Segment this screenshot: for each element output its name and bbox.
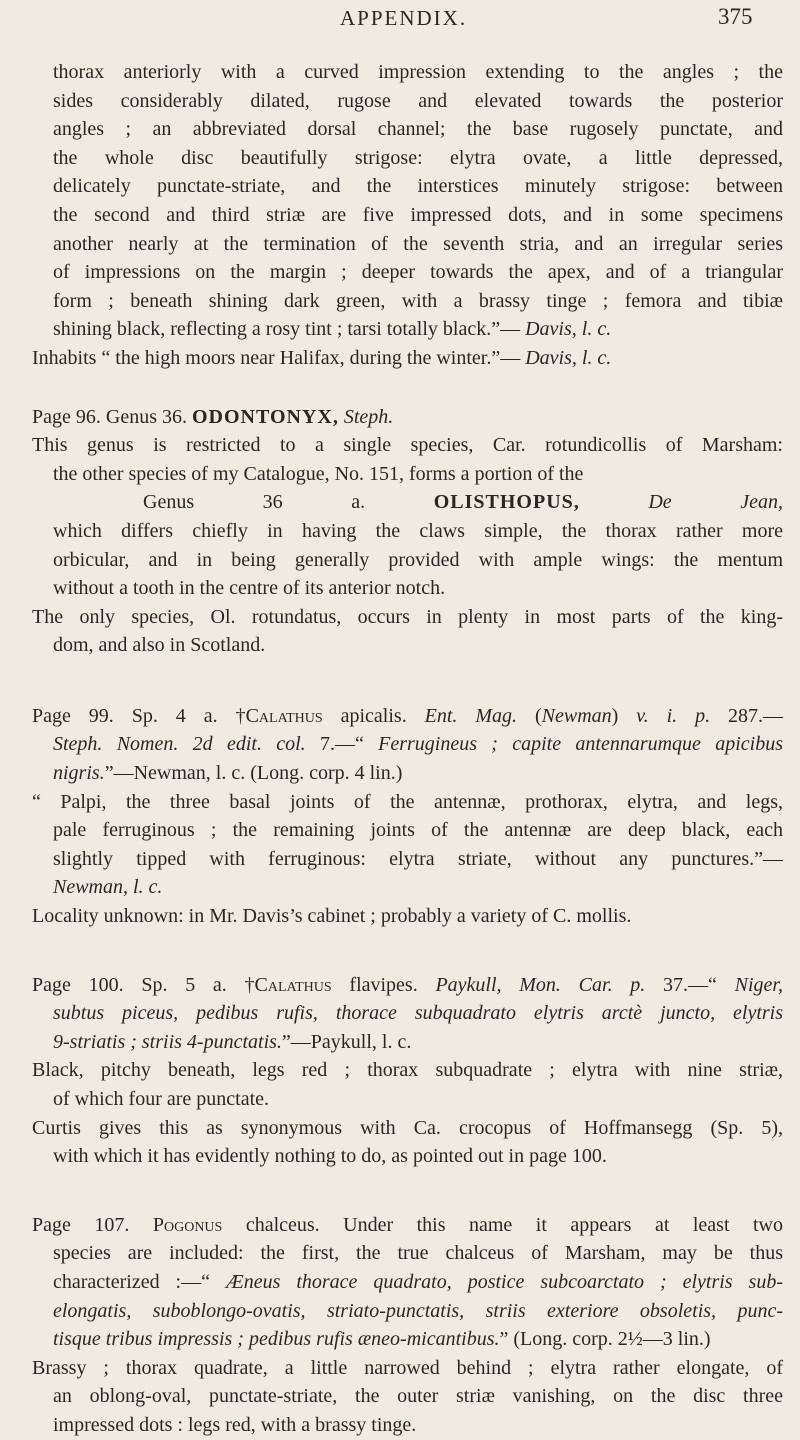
paragraph-gap bbox=[0, 660, 800, 702]
text-run: ”—Newman, l. c. (Long. corp. 4 lin.) bbox=[104, 762, 403, 785]
italic-text: Davis, l. c. bbox=[525, 346, 612, 369]
text-line bbox=[0, 816, 800, 845]
text-line bbox=[0, 1325, 800, 1354]
text-line bbox=[0, 1085, 800, 1114]
text-line bbox=[0, 344, 800, 373]
italic-text: De Jean, bbox=[648, 491, 783, 514]
text-line bbox=[0, 546, 800, 575]
italic-text: elongatis, suboblongo-ovatis, striato-punctatis, striis exteriore obsoletis, punc- bbox=[53, 1299, 783, 1322]
paragraph-gap bbox=[0, 373, 800, 403]
text-run: Brassy ; thorax quadrate, a little narrowed behind ; elytra rather elongate, of bbox=[32, 1356, 783, 1379]
text-line bbox=[0, 115, 800, 144]
text-run: This genus is restricted to a single species, Car. rotundicollis of Marsham: bbox=[32, 434, 783, 457]
text-run: without a tooth in the centre of its anterior notch. bbox=[53, 577, 446, 600]
text-line bbox=[0, 431, 800, 460]
text-run: 7.—“ bbox=[305, 733, 379, 756]
genus-smallcaps: Calathus bbox=[254, 973, 332, 996]
italic-text: v. i. p. bbox=[636, 704, 711, 727]
italic-text: Newman bbox=[541, 704, 612, 727]
text-line bbox=[0, 788, 800, 817]
text-run: form ; beneath shining dark green, with a brassy tinge ; femora and tibiæ bbox=[53, 289, 783, 312]
italic-text: Newman, l. c. bbox=[53, 876, 163, 899]
text-run: an oblong-oval, punctate-striate, the outer striæ vanishing, on the disc three bbox=[53, 1385, 783, 1408]
text-line bbox=[0, 1297, 800, 1326]
text-line bbox=[0, 258, 800, 287]
text-line bbox=[0, 702, 800, 731]
paragraph-gap bbox=[0, 931, 800, 971]
text-line bbox=[0, 1268, 800, 1297]
text-run: “ Palpi, the three basal joints of the antennæ, prothorax, elytra, and legs, bbox=[32, 790, 783, 813]
text-run: chalceus. Under this name it appears at least two bbox=[222, 1213, 783, 1236]
italic-text: Niger, bbox=[734, 973, 783, 996]
text-line bbox=[0, 403, 800, 432]
text-run: impressed dots : legs red, with a brassy tinge. bbox=[53, 1413, 417, 1436]
text-line bbox=[0, 1211, 800, 1240]
text-run: with which it has evidently nothing to do, as pointed out in page 100. bbox=[53, 1145, 607, 1168]
text-line bbox=[0, 631, 800, 660]
text-run: of impressions on the margin ; deeper towards the apex, and of a triangular bbox=[53, 261, 783, 284]
text-run bbox=[580, 491, 649, 513]
text-run: ”—Paykull, l. c. bbox=[281, 1030, 412, 1053]
paragraph-gap bbox=[0, 1171, 800, 1211]
text-run: shining black, reflecting a rosy tint ; tarsi totally black.”— bbox=[53, 318, 526, 341]
text-run: flavipes. bbox=[331, 973, 436, 996]
text-run: delicately punctate-striate, and the interstices minutely strigose: between bbox=[53, 175, 783, 198]
page-text bbox=[0, 58, 800, 1440]
text-run: orbicular, and in being generally provided with ample wings: the mentum bbox=[53, 548, 783, 571]
genus-name: ODONTONYX, bbox=[191, 405, 339, 428]
text-line bbox=[0, 58, 800, 87]
text-run: The only species, Ol. rotundatus, occurs in plenty in most parts of the king- bbox=[32, 605, 783, 628]
text-run: slightly tipped with ferruginous: elytra striate, without any punctures.”— bbox=[53, 847, 783, 870]
text-run: angles ; an abbreviated dorsal channel; the base rugosely punctate, and bbox=[53, 118, 783, 141]
text-run: which differs chiefly in having the claws simple, the thorax rather more bbox=[53, 519, 783, 542]
italic-text: Steph. bbox=[343, 405, 394, 428]
text-line bbox=[0, 1382, 800, 1411]
text-line bbox=[0, 1056, 800, 1085]
text-line bbox=[0, 999, 800, 1028]
text-run: the whole disc beautifully strigose: elytra ovate, a little depressed, bbox=[53, 146, 783, 169]
text-run: Curtis gives this as synonymous with Ca. crocopus of Hoffmansegg (Sp. 5), bbox=[32, 1116, 783, 1139]
text-run: pale ferruginous ; the remaining joints of the antennæ are deep black, each bbox=[53, 819, 783, 842]
text-line bbox=[0, 1142, 800, 1171]
genus-smallcaps: Pogonus bbox=[152, 1213, 223, 1236]
text-run: 37.—“ bbox=[645, 973, 735, 996]
text-run: Page 100. Sp. 5 a. † bbox=[32, 973, 255, 996]
italic-text: Ent. Mag. bbox=[424, 704, 518, 727]
text-line bbox=[0, 1114, 800, 1143]
text-run: Page 107. bbox=[32, 1213, 153, 1236]
text-run: dom, and also in Scotland. bbox=[53, 634, 266, 657]
text-run: apicalis. bbox=[322, 704, 425, 727]
text-line bbox=[0, 287, 800, 316]
text-run: Locality unknown: in Mr. Davis’s cabinet ; probably a variety of C. mollis. bbox=[32, 905, 632, 928]
text-line bbox=[0, 1028, 800, 1057]
text-line bbox=[0, 574, 800, 603]
text-line bbox=[0, 1239, 800, 1268]
text-run: ( bbox=[517, 704, 542, 727]
italic-text: Æneus thorace quadrato, postice subcoarctato ; elytris sub- bbox=[225, 1270, 783, 1293]
text-run: Page 99. Sp. 4 a. † bbox=[32, 704, 246, 727]
italic-text: Paykull, Mon. Car. p. bbox=[435, 973, 646, 996]
text-line bbox=[0, 603, 800, 632]
text-line bbox=[0, 460, 800, 489]
text-line bbox=[0, 87, 800, 116]
entry-block bbox=[0, 58, 800, 373]
text-line bbox=[0, 517, 800, 546]
text-line bbox=[0, 1411, 800, 1440]
entry-block bbox=[0, 403, 800, 660]
text-run: Inhabits “ the high moors near Halifax, during the winter.”— bbox=[32, 346, 526, 369]
text-line bbox=[0, 873, 800, 902]
text-line bbox=[0, 1354, 800, 1383]
entry-block bbox=[0, 1211, 800, 1440]
text-line bbox=[0, 144, 800, 173]
genus-name: OLISTHOPUS, bbox=[433, 491, 580, 514]
text-line bbox=[0, 759, 800, 788]
text-line bbox=[0, 845, 800, 874]
italic-text: tisque tribus impressis ; pedibus rufis æneo-micantibus. bbox=[53, 1328, 500, 1351]
italic-text: 9-striatis ; striis 4-punctatis. bbox=[53, 1030, 282, 1053]
text-line bbox=[0, 730, 800, 759]
italic-text: subtus piceus, pedibus rufis, thorace subquadrato elytris arctè juncto, elytris bbox=[53, 1002, 783, 1025]
text-run: 287.— bbox=[710, 704, 784, 727]
italic-text: Davis, l. c. bbox=[525, 318, 612, 341]
text-run: characterized :—“ bbox=[53, 1270, 226, 1293]
text-run: species are included: the first, the true chalceus of Marsham, may be thus bbox=[53, 1242, 783, 1265]
text-line bbox=[0, 971, 800, 1000]
text-line bbox=[0, 902, 800, 931]
text-run: the other species of my Catalogue, No. 151, forms a portion of the bbox=[53, 462, 584, 485]
text-line bbox=[0, 172, 800, 201]
running-head: APPENDIX. bbox=[340, 6, 468, 30]
entry-block bbox=[0, 702, 800, 931]
text-run: ” (Long. corp. 2½—3 lin.) bbox=[499, 1328, 711, 1351]
text-line bbox=[0, 201, 800, 230]
text-run: of which four are punctate. bbox=[53, 1088, 270, 1110]
italic-text: Ferrugineus ; capite antennarumque apicibus bbox=[378, 733, 783, 756]
text-run: ) bbox=[611, 704, 637, 727]
genus-smallcaps: Calathus bbox=[245, 704, 323, 727]
text-line bbox=[0, 230, 800, 259]
text-run: Black, pitchy beneath, legs red ; thorax subquadrate ; elytra with nine striæ, bbox=[32, 1059, 783, 1082]
italic-text: nigris. bbox=[53, 762, 105, 785]
text-run: sides considerably dilated, rugose and elevated towards the posterior bbox=[53, 89, 783, 112]
text-run: the second and third striæ are five impressed dots, and in some specimens bbox=[53, 203, 783, 226]
entry-block bbox=[0, 971, 800, 1171]
text-line bbox=[0, 315, 800, 344]
italic-text: Steph. Nomen. 2d edit. col. bbox=[53, 733, 306, 756]
text-run: thorax anteriorly with a curved impression extending to the angles ; the bbox=[53, 61, 783, 83]
text-line bbox=[0, 488, 800, 517]
text-run: another nearly at the termination of the seventh stria, and an irregular series bbox=[53, 232, 783, 255]
text-run: Page 96. Genus 36. bbox=[32, 405, 192, 428]
text-run: Genus 36 a. bbox=[143, 491, 434, 514]
page-number: 375 bbox=[718, 4, 753, 29]
